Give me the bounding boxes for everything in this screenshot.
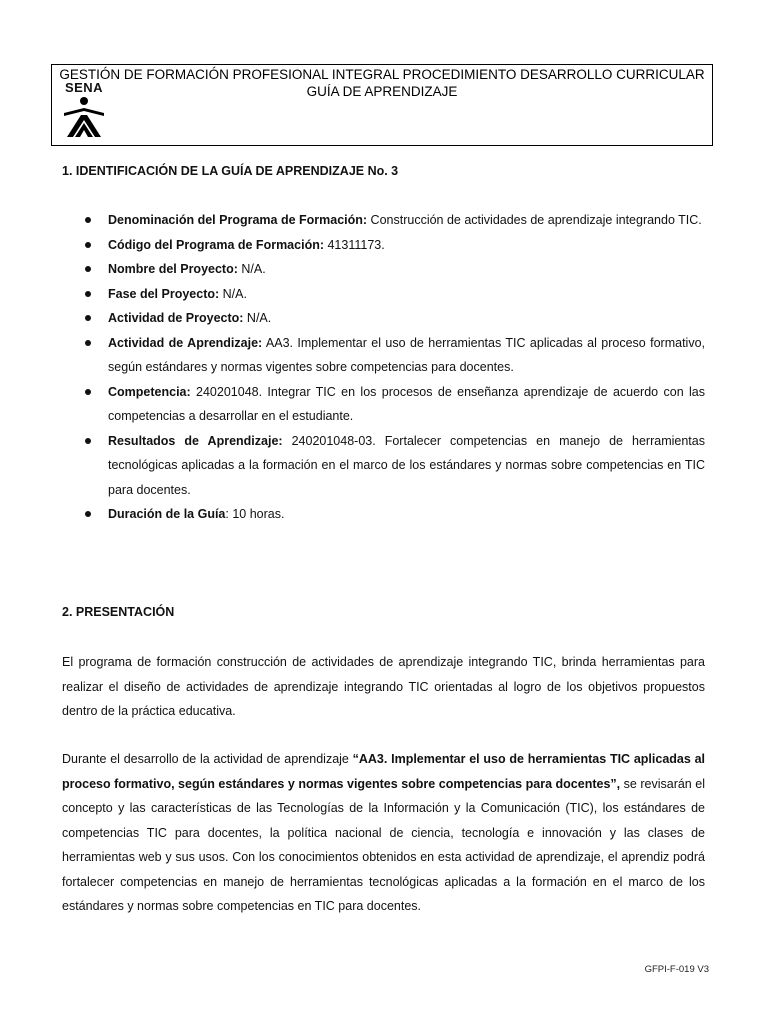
identification-list xyxy=(62,208,705,527)
item-value: 240201048. Integrar TIC en los procesos de enseñanza aprendizaje de acuerdo con las competencias a desarrollar en el estudiante. xyxy=(108,384,705,423)
list-item xyxy=(62,233,705,258)
item-label: Competencia: xyxy=(108,384,191,399)
item-label: Denominación del Programa de Formación: xyxy=(108,213,368,227)
item-value: N/A. xyxy=(219,286,247,301)
item-label: Duración de la Guía xyxy=(108,507,226,521)
section2-title: 2. PRESENTACIÓN xyxy=(62,605,175,619)
item-label: Fase del Proyecto: xyxy=(108,286,220,301)
paragraph2-start: Durante el desarrollo de la actividad de aprendizaje xyxy=(62,752,353,766)
item-value: N/A. xyxy=(237,262,266,276)
item-value: AA3. Implementar el uso de herramientas TIC aplicadas al proceso formativo, según estándares y normas vigentes sobre competencias para docentes. xyxy=(108,335,706,374)
item-label: Nombre del Proyecto: xyxy=(108,262,238,276)
item-value: : 10 horas. xyxy=(225,507,285,521)
header-title-line1: GESTIÓN DE FORMACIÓN PROFESIONAL INTEGRAL PROCEDIMIENTO DESARROLLO CURRICULAR xyxy=(59,67,705,82)
paragraph2-end: se revisarán el concepto y las características de las Tecnologías de la Información y la Comunicación (TIC), los estándares de competencias TIC para docentes, la política nacional de ciencia, tecnología e innovación y las clases de herramientas web y sus usos. Con los conocimientos obtenidos en esta actividad de aprendizaje, el aprendiz podrá fortalecer competencias en manejo de herramientas tecnológicas aplicadas a la formación en el marco de los estándares y normas sobre competencias en TIC para docentes. xyxy=(62,776,705,913)
paragraph2-bold: “AA3. Implementar el uso de herramientas TIC aplicadas al proceso formativo, según estándares y normas vigentes sobre competencias para docentes”, xyxy=(62,752,705,791)
header-title xyxy=(52,66,712,100)
footer-code: GFPI-F-019 V3 xyxy=(644,964,709,975)
header-title-line2: GUÍA DE APRENDIZAJE xyxy=(306,84,458,99)
list-item xyxy=(62,331,705,380)
list-item xyxy=(62,380,705,429)
item-label: Actividad de Proyecto: xyxy=(108,311,244,325)
list-item xyxy=(62,282,705,307)
item-value: Construcción de actividades de aprendizaje integrando TIC. xyxy=(367,213,702,227)
list-item xyxy=(62,257,705,282)
item-value: 240201048-03. Fortalecer competencias en manejo de herramientas tecnológicas aplicadas a la formación en el marco de los estándares y normas sobre competencias en TIC para docentes. xyxy=(108,433,705,497)
item-value: N/A. xyxy=(243,311,272,325)
item-label: Resultados de Aprendizaje: xyxy=(108,433,283,448)
presentation-paragraph-2 xyxy=(62,747,705,919)
list-item xyxy=(62,306,705,331)
logo-text: SENA xyxy=(64,80,104,95)
section1-title: 1. IDENTIFICACIÓN DE LA GUÍA DE APRENDIZAJE No. 3 xyxy=(62,164,399,178)
item-label: Código del Programa de Formación: xyxy=(108,237,324,252)
item-label: Actividad de Aprendizaje: xyxy=(108,335,263,350)
list-item xyxy=(62,208,705,233)
document-header xyxy=(51,64,713,146)
item-value: 41311173. xyxy=(324,237,385,252)
presentation-paragraph-1: El programa de formación construcción de actividades de aprendizaje integrando TIC, brinda herramientas para realizar el diseño de actividades de aprendizaje integrando TIC orientadas al logro de los objetivos propuestos dentro de la práctica educativa. xyxy=(62,655,705,718)
list-item xyxy=(62,429,705,503)
list-item xyxy=(62,502,705,527)
